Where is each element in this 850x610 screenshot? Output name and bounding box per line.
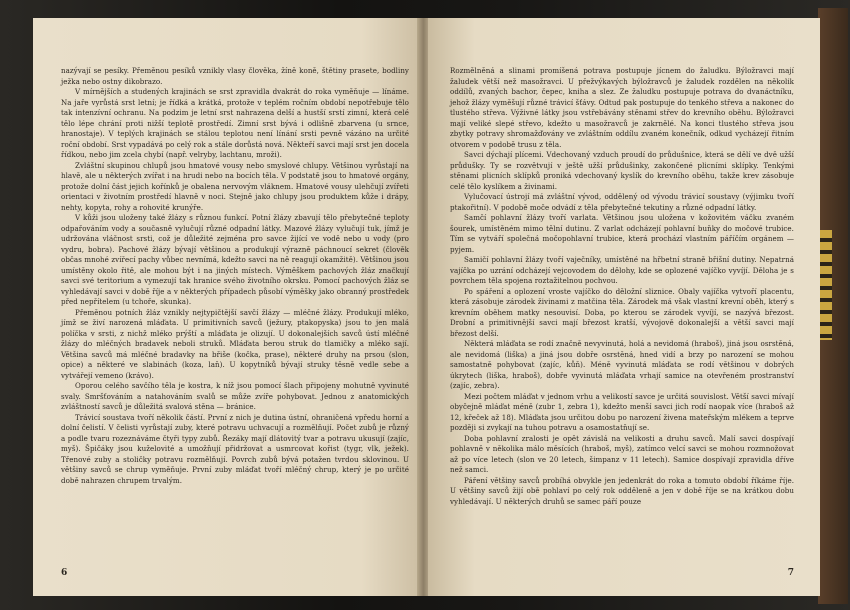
paragraph: Oporou celého savčího těla je kostra, k níž jsou pomocí šlach připojeny mohutně vyvinuté svaly. Smršťováním a natahováním svalů se může zvíře pohybovat. Jednou z anatomických zvláštností savců je důležitá svalová stěna — bránice.	[61, 381, 409, 411]
cover-tape	[820, 230, 832, 340]
right-page-text	[450, 66, 794, 507]
paragraph: Doba pohlavní zralosti je opět závislá na velikosti a druhu savců. Malí savci dospívají pohlavně v několika málo měsících (hraboš, myš), zatímco velcí savci se mohou rozmnožovat až po více letech (slon ve 20 letech, šimpanz v 11 letech). Samice dospívají zpravidla dříve než samci.	[450, 433, 794, 474]
paragraph: nazývají se pesíky. Přeměnou pesíků vznikly vlasy člověka, žíně koně, štětiny prasete, bodliny ježka nebo ostny dikobrazo.	[61, 66, 409, 86]
right-page	[428, 18, 820, 596]
paragraph: V mírnějších a studených krajinách se srst zpravidla dvakrát do roka vyměňuje — línáme. Na jaře vyrůstá srst letní; je řídká a krátká, protože v teplém ročním období nepotřebuje tělo tak intenzívní ochranu. Na podzim je letní srst nahrazena delší a hustší srstí zimní, která celé tělo lépe chrání proti nižší teplotě prostředí. Zimní srst bývá i odlišně zbarvena (u srnce, hranostaje). V teplých krajinách se stálou teplotou není línání srsti pevně vázáno na určité roční období. Srst vypadává po celý rok a stále dorůstá nová. Někteří savci mají srst jen docela řídkou, nebo jim zcela chybí (např. velryby, lachtanu, mroži).	[61, 87, 409, 159]
paragraph: Samčí pohlavní žlázy tvoří varlata. Většinou jsou uložena v kožovitém váčku zvaném šourek, umístěném mimo tělní dutinu. Z varlat odcházejí pohlavní buňky do močové trubice. Tím se vytváří společná močopohlavní trubice, která prochází vlastním páříčím orgánem — pyjem.	[450, 213, 794, 254]
page-number: 6	[61, 568, 68, 578]
paragraph: Přeměnou potních žláz vznikly nejtypičtější savčí žlázy — mléčné žlázy. Produkují mléko, jímž se živí narozená mláďata. U primitivních savců (ježury, ptakopyska) jsou to jen malá políčka v srsti, z nichž mléko prýští a mláďata je olizují. U dokonalejších savců ústí mléčné žlázy do mléčných bradavek neboli struků. Mláďata berou struk do tlamičky a mléko sají. Většina savců má mléčné bradavky na břiše (kočka, prase), některé druhy na prsou (slon, opice) a některé ve slabinách (koza, laň). U kopytníků bývají struky těsně vedle sebe a vytvářejí vemeno (krávo).	[61, 307, 409, 380]
paragraph: Samičí pohlavní žlázy tvoří vaječníky, umístěné na hřbetní straně břišní dutiny. Nepatrná vajíčka po uzrání odcházejí vejcovodem do dělohy, kde se oplozené vajíčko vyvíjí. Děloha je s povrchem těla spojena roztažitelnou pochvou.	[450, 255, 794, 285]
paragraph: Savci dýchají plícemi. Vdechovaný vzduch proudí do průdušnice, která se dělí ve dvě užší průdušky. Ty se rozvětvují v ještě užší průdušinky, zakončené plicními sklípky. Tenkými stěnami plicních sklípků proniká vdechovaný kyslík do krevního oběhu, takže krev zásobuje celé tělo kyslíkem a živinami.	[450, 150, 794, 191]
page-number: 7	[787, 568, 794, 578]
paragraph: Některá mláďata se rodí značně nevyvinutá, holá a nevidomá (hraboš), jiná jsou osrstěná, ale nevidomá (liška) a jiná jsou dobře osrstěná, hned vidí a brzy po narození se mohou samostatně pohybovat (zajíc, kůň). Méně vyvinutá mláďata se rodí většinou v dobrých úkrytech (liška, hraboš), dobře vyvinutá mláďata vrhají samice na otevřeném prostranství (zajíc, zebra).	[450, 339, 794, 390]
paragraph: Vylučovací ústrojí má zvláštní vývod, oddělený od vývodu trávicí soustavy (výjimku tvoří ptakořitní). V podobě moče odvádí z těla přebytečné tekutiny a různé odpadní látky.	[450, 192, 794, 212]
paragraph: Mezi počtem mláďat v jednom vrhu a velikostí savce je určitá souvislost. Větší savci mívají obyčejně mláďat méně (zubr 1, zebra 1), kdežto menší savci jich rodí naopak více (hraboš až 12, křeček až 18). Mláďata jsou určitou dobu po narození živena mateřským mlékem a teprve později si zvykají na tuhou potravu a osamostatňují se.	[450, 391, 794, 432]
paragraph: Páření většiny savců probíhá obvykle jen jedenkrát do roka a tomuto období říkáme říje. U většiny savců žijí obě pohlaví po celý rok odděleně a jen v době říje se na krátkou dobu vyhledávají. U některých druhů se samec páří pouze	[450, 475, 794, 506]
paragraph: Zvláštní skupinou chlupů jsou hmatové vousy nebo smyslové chlupy. Většinou vyrůstají na hlavě, ale u některých zvířat i na hrudi nebo na bocích těla. V podstatě jsou to hmatové orgány, protože dolní část jejich kořínků je obalena nervovým vláknem. Hmatové vousy ulehčují zvířeti orientaci v životním prostředí hlavně v noci. Stejně jako chlupy jsou produktem kůže i drápy, nehty, kopyta, rohy a rohovité krunýře.	[61, 160, 409, 212]
left-page-text	[61, 66, 409, 486]
paragraph: Po spáření a oplození vroste vajíčko do děložní sliznice. Obaly vajíčka vytvoří placentu, která zásobuje zárodek živinami z matčina těla. Zárodek má však vlastní krevní oběh, který s krevním oběhem matky nesouvisí. Doba, po kterou se zárodek vyvíjí, se nazývá březost. Drobní a primitivnější savci mají březost kratší, vývojově dokonalejší a větší savci mají březost delší.	[450, 286, 794, 338]
paragraph: Rozmělněná a slinami promíšená potrava postupuje jícnem do žaludku. Býložravci mají žaludek větší než masožravci. U přežvýkavých býložravců je žaludek rozdělen na několik oddílů, zvaných bachor, čepec, kniha a slez. Ze žaludku postupuje potrava do dvanáctníku, jehož žlázy vyměšují různé trávicí šťávy. Odtud pak postupuje do tenkého střeva a nakonec do tlustého střeva. Výživné látky jsou vstřebávány stěnami střev do krevního oběhu. Býložravci mají veliké slepé střevo, kdežto u masožravců je zakrnělé. Na konci tlustého střeva jsou zbytky potravy shromažďovány ve zvláštním oddílu zvaném konečník, odkud vycházejí řitním otvorem v podobě trusu z těla.	[450, 66, 794, 149]
paragraph: V kůži jsou uloženy také žlázy s různou funkcí. Potní žlázy zbavují tělo přebytečné teploty odpařováním vody a současně vylučují různé odpadní látky. Mazové žlázy vylučují tuk, jímž je udržována vláčnost srsti, což je důležité zejména pro savce žijící ve vodě nebo u vody (pro vydru, bobra). Pachové žlázy bývají většinou a produkují výrazně páchnoucí sekret (člověk občas mnohé zvířecí pachy vůbec nevnímá, kdežto savci na ně reagují okamžitě). Většinou jsou umístěny okolo řitě, ale mohou být i na jiných místech. Výměškem pachových žláz značkují savci své teritorium a vymezují tak hranice svého životního okrsku. Pomocí pachových žláz se vyhledávají savci v době říje a v některých případech působí výměšky jako obranný prostředek před nepřítelem (u tchoře, skunka).	[61, 213, 409, 306]
paragraph: Trávicí soustava tvoří několik částí. První z nich je dutina ústní, ohraničená vpředu horní a dolní čelistí. V čelisti vyrůstají zuby, které potravu uchvacují a rozmělňují. Počet zubů je různý a podle tvaru rozeznáváme čtyři typy zubů. Řezáky mají dlátovitý tvar a potravu ukusují (zajíc, myš). Špičáky jsou kuželovité a umožňují přidržovat a usmrcovat kořist (tygr, vlk, ježek). Třenové zuby a stoličky potravu rozmělňují. Povrch zubů bývá potažen tvrdou sklovinou. U většiny savců se chrup vyměňuje. První zuby mláďat tvoří mléčný chrup, který je po určité době nahrazen chrupem trvalým.	[61, 412, 409, 485]
left-page	[33, 18, 419, 596]
